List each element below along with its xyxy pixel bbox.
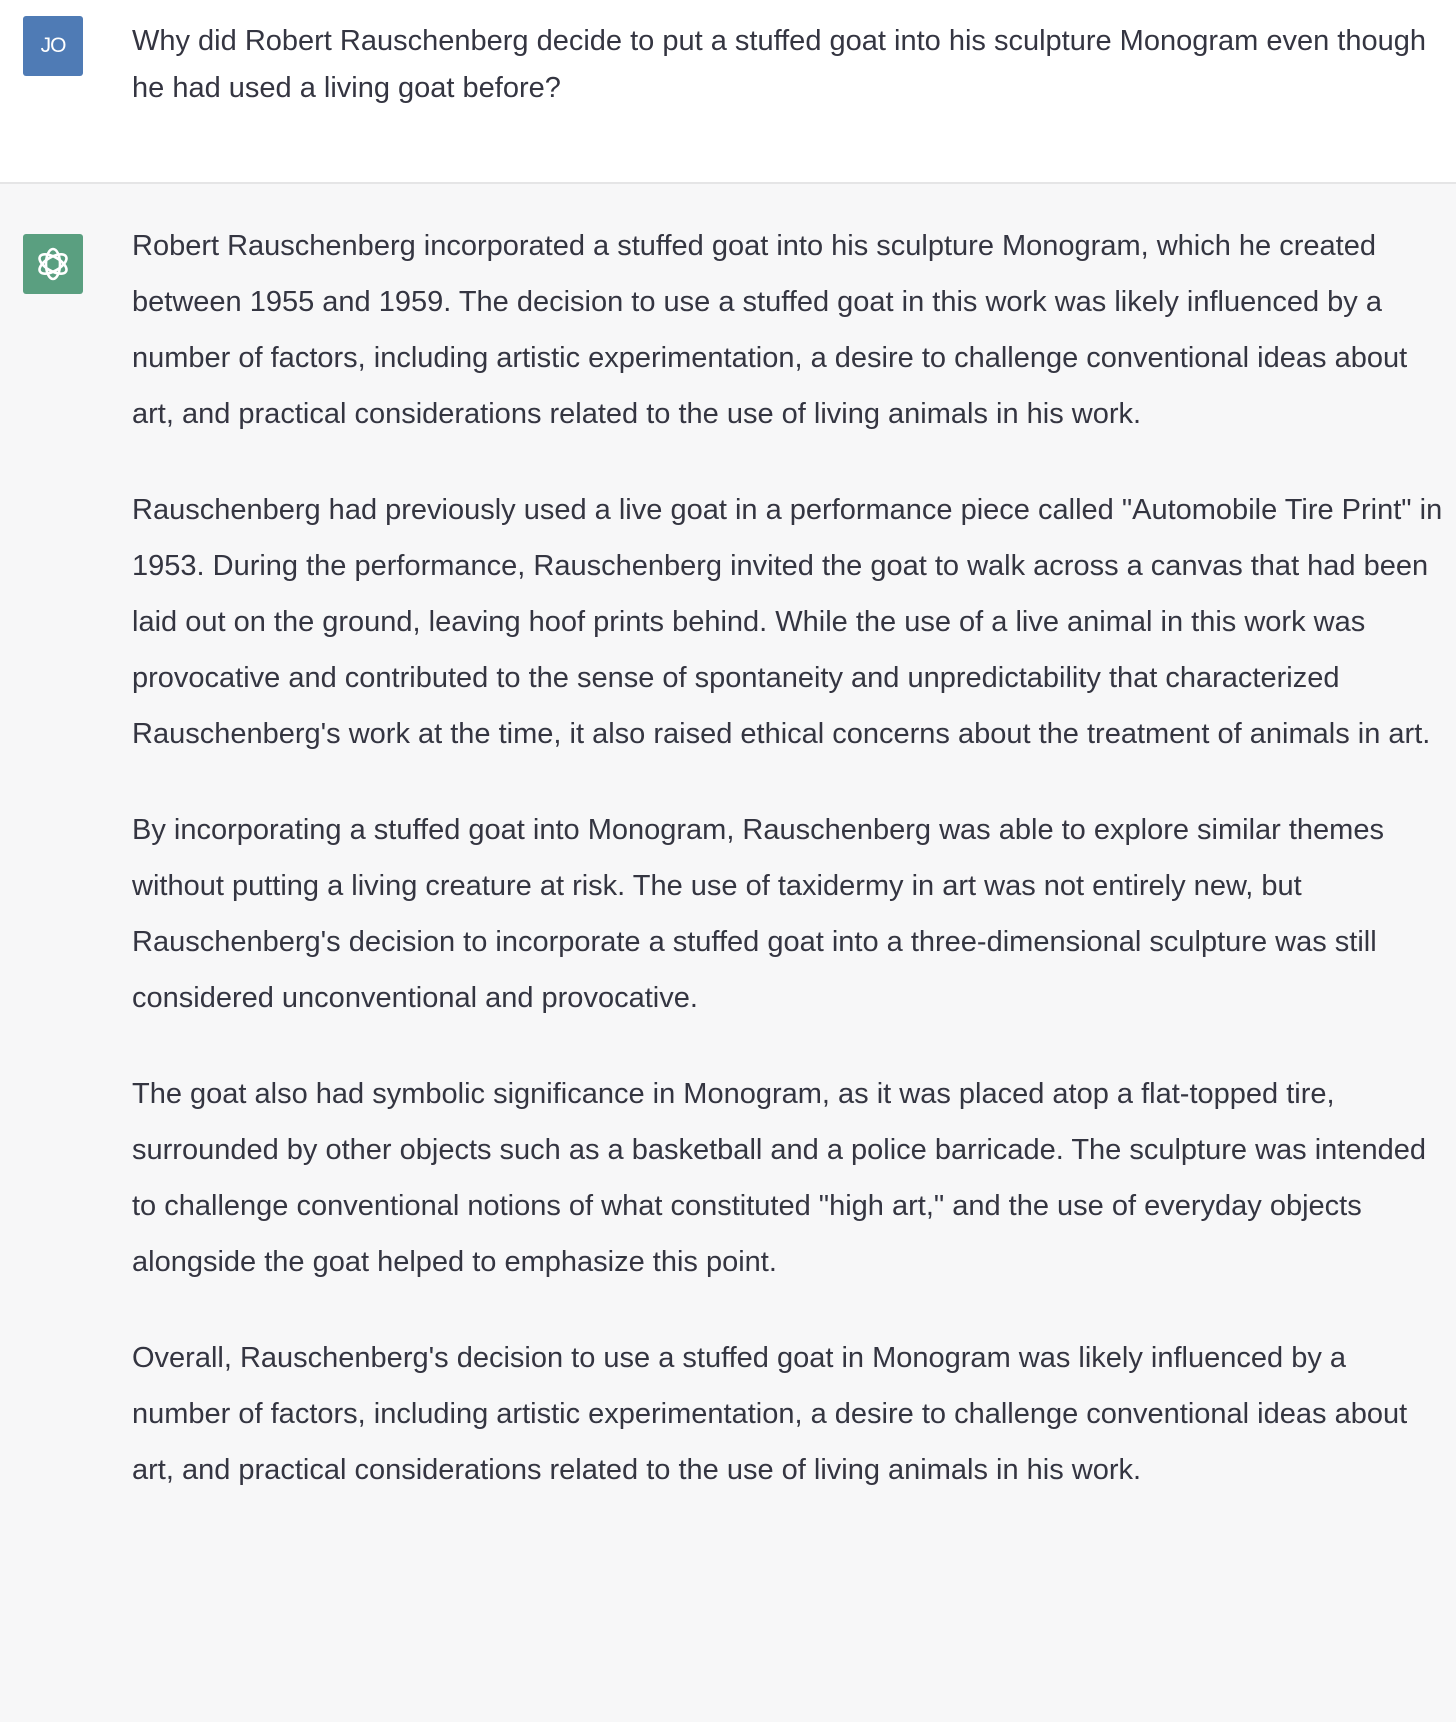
- response-paragraph: Robert Rauschenberg incorporated a stuffed goat into his sculpture Monogram, which he created between 1955 and 1959. The decision to use a stuffed goat in this work was likely influenced by a number of factors, including artistic experimentation, a desire to challenge conventional ideas about art, and practical considerations related to the use of living animals in his work.: [132, 230, 1408, 430]
- assistant-message: [0, 184, 1456, 1720]
- response-paragraph: By incorporating a stuffed goat into Monogram, Rauschenberg was able to explore similar themes without putting a living creature at risk. The use of taxidermy in art was not entirely new, but Rauschenberg's decision to incorporate a stuffed goat into a three-dimensional sculpture was still considered unconventional and provocative.: [132, 814, 1384, 1014]
- assistant-avatar: [23, 234, 83, 294]
- user-message: [0, 0, 1456, 184]
- response-paragraph: Rauschenberg had previously used a live goat in a performance piece called "Automobile Tire Print" in 1953. During the performance, Rauschenberg invited the goat to walk across a canvas that had been laid out on the ground, leaving hoof prints behind. While the use of a live animal in this work was provocative and contributed to the sense of spontaneity and unpredictability that characterized Rauschenberg's work at the time, it also raised ethical concerns about the treatment of animals in art.: [132, 494, 1443, 750]
- user-avatar: JO: [23, 16, 83, 76]
- user-message-text: Why did Robert Rauschenberg decide to put a stuffed goat into his sculpture Monogram even though he had used a living goat before?: [132, 25, 1426, 104]
- response-paragraph: The goat also had symbolic significance in Monogram, as it was placed atop a flat-topped tire, surrounded by other objects such as a basketball and a police barricade. The sculpture was intended to challenge conventional notions of what constituted "high art," and the use of everyday objects alongside the goat helped to emphasize this point.: [132, 1078, 1426, 1278]
- assistant-message-text: [132, 218, 1446, 1538]
- response-paragraph: Overall, Rauschenberg's decision to use a stuffed goat in Monogram was likely influenced by a number of factors, including artistic experimentation, a desire to challenge conventional ideas about art, and practical considerations related to the use of living animals in his work.: [132, 1342, 1408, 1486]
- openai-logo-icon: [33, 244, 73, 284]
